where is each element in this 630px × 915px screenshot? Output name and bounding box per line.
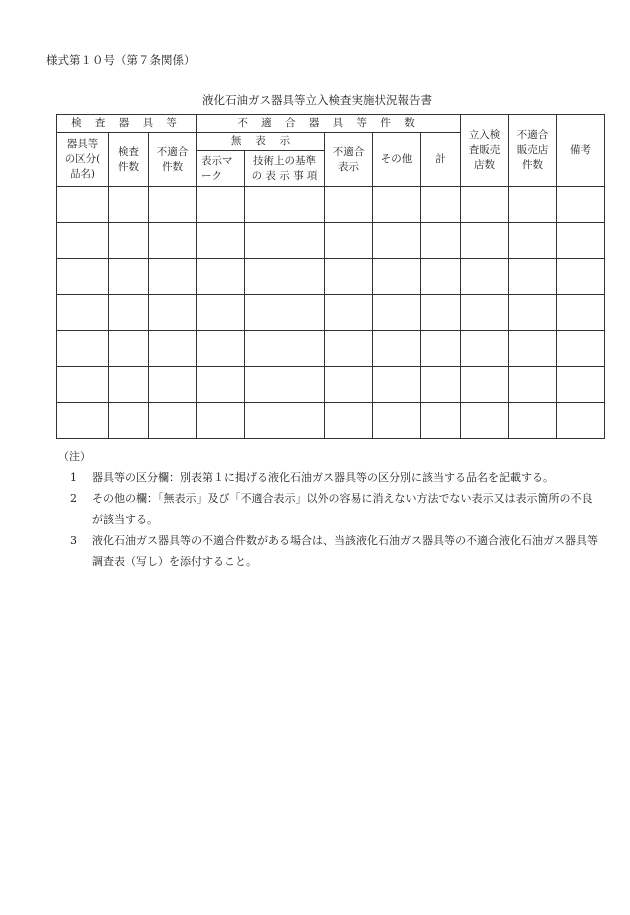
table-cell[interactable]	[57, 259, 109, 295]
table-cell[interactable]	[509, 367, 557, 403]
table-row	[57, 187, 605, 223]
table-cell[interactable]	[421, 223, 461, 259]
table-cell[interactable]	[373, 187, 421, 223]
table-cell[interactable]	[461, 223, 509, 259]
header-nonconforming-stores: 不適合 販売店 件数	[509, 115, 557, 187]
notes-heading: （注）	[58, 450, 91, 463]
table-cell[interactable]	[245, 223, 325, 259]
table-cell[interactable]	[109, 367, 149, 403]
table-cell[interactable]	[57, 331, 109, 367]
table-cell[interactable]	[373, 223, 421, 259]
header-stores-inspected: 立入検 査販売 店数	[461, 115, 509, 187]
table-cell[interactable]	[149, 331, 197, 367]
note-text: 液化石油ガス器具等の不適合件数がある場合は、当該液化石油ガス器具等の不適合液化石油ガス器具等調査表（写し）を添付すること。	[92, 534, 598, 568]
table-cell[interactable]	[109, 295, 149, 331]
table-cell[interactable]	[421, 367, 461, 403]
table-cell[interactable]	[421, 295, 461, 331]
table-cell[interactable]	[149, 259, 197, 295]
header-remarks: 備考	[557, 115, 605, 187]
table-cell[interactable]	[461, 331, 509, 367]
table-row	[57, 259, 605, 295]
table-row	[57, 295, 605, 331]
note-number: 3	[70, 534, 77, 547]
table-cell[interactable]	[373, 367, 421, 403]
table-cell[interactable]	[557, 223, 605, 259]
table-cell[interactable]	[461, 259, 509, 295]
note-text: 器具等の区分欄：別表第１に掲げる液化石油ガス器具等の区分別に該当する品名を記載する。	[92, 471, 554, 484]
table-row	[57, 367, 605, 403]
table-cell[interactable]	[109, 187, 149, 223]
table-cell[interactable]	[373, 403, 421, 439]
table-cell[interactable]	[325, 223, 373, 259]
table-cell[interactable]	[245, 295, 325, 331]
table-cell[interactable]	[325, 367, 373, 403]
table-cell[interactable]	[461, 295, 509, 331]
document-title: 液化石油ガス器具等立入検査実施状況報告書	[202, 93, 432, 107]
table-cell[interactable]	[57, 295, 109, 331]
table-cell[interactable]	[245, 331, 325, 367]
table-cell[interactable]	[109, 331, 149, 367]
table-cell[interactable]	[557, 295, 605, 331]
table-cell[interactable]	[461, 367, 509, 403]
table-cell[interactable]	[509, 295, 557, 331]
table-cell[interactable]	[57, 367, 109, 403]
note-item	[58, 488, 598, 530]
header-total: 計	[421, 133, 461, 187]
table-cell[interactable]	[149, 295, 197, 331]
note-item	[58, 530, 598, 572]
table-cell[interactable]	[325, 187, 373, 223]
table-cell[interactable]	[509, 223, 557, 259]
table-cell[interactable]	[245, 403, 325, 439]
table-cell[interactable]	[373, 295, 421, 331]
table-cell[interactable]	[325, 331, 373, 367]
header-technical-standard: 技術上の基準 の 表 示 事 項	[245, 151, 325, 187]
table-cell[interactable]	[509, 403, 557, 439]
header-no-marking-group: 無 表 示	[197, 133, 325, 151]
table-cell[interactable]	[57, 403, 109, 439]
table-cell[interactable]	[245, 187, 325, 223]
table-cell[interactable]	[109, 223, 149, 259]
table-cell[interactable]	[245, 367, 325, 403]
table-cell[interactable]	[421, 403, 461, 439]
table-cell[interactable]	[57, 187, 109, 223]
header-improper-marking: 不適合 表示	[325, 133, 373, 187]
table-cell[interactable]	[557, 403, 605, 439]
header-inspected-group: 検 査 器 具 等	[57, 115, 197, 133]
table-cell[interactable]	[421, 259, 461, 295]
table-cell[interactable]	[325, 403, 373, 439]
table-cell[interactable]	[149, 187, 197, 223]
table-cell[interactable]	[557, 367, 605, 403]
table-row	[57, 331, 605, 367]
table-cell[interactable]	[325, 295, 373, 331]
table-cell[interactable]	[109, 259, 149, 295]
table-cell[interactable]	[197, 367, 245, 403]
header-other: その他	[373, 133, 421, 187]
table-cell[interactable]	[57, 223, 109, 259]
table-cell[interactable]	[325, 259, 373, 295]
header-nonconforming-group: 不 適 合 器 具 等 件 数	[197, 115, 461, 133]
table-cell[interactable]	[245, 259, 325, 295]
table-cell[interactable]	[421, 331, 461, 367]
table-cell[interactable]	[461, 187, 509, 223]
table-cell[interactable]	[109, 403, 149, 439]
table-cell[interactable]	[149, 223, 197, 259]
table-cell[interactable]	[557, 259, 605, 295]
header-inspected-count: 検査 件数	[109, 133, 149, 187]
table-cell[interactable]	[373, 259, 421, 295]
table-cell[interactable]	[509, 331, 557, 367]
form-number: 様式第１０号（第７条関係）	[46, 53, 196, 67]
note-number: 2	[70, 492, 77, 505]
table-row	[57, 223, 605, 259]
notes-section	[58, 446, 598, 572]
table-cell[interactable]	[197, 187, 245, 223]
table-cell[interactable]	[197, 259, 245, 295]
table-cell[interactable]	[461, 403, 509, 439]
table-cell[interactable]	[149, 367, 197, 403]
note-item	[58, 467, 598, 488]
table-cell[interactable]	[197, 403, 245, 439]
note-text: その他の欄：「無表示」及び「不適合表示」以外の容易に消えない方法でない表示又は表示箇所の不良が該当する。	[92, 492, 593, 526]
table-cell[interactable]	[373, 331, 421, 367]
table-cell[interactable]	[509, 259, 557, 295]
note-number: 1	[70, 471, 77, 484]
header-nonconforming-count: 不適合 件数	[149, 133, 197, 187]
table-cell[interactable]	[421, 187, 461, 223]
header-category: 器具等 の区分( 品名)	[57, 133, 109, 187]
table-cell[interactable]	[149, 403, 197, 439]
table-row	[57, 403, 605, 439]
report-table	[56, 114, 605, 439]
table-cell[interactable]	[557, 331, 605, 367]
table-cell[interactable]	[197, 223, 245, 259]
table-cell[interactable]	[197, 331, 245, 367]
table-cell[interactable]	[197, 295, 245, 331]
table-cell[interactable]	[557, 187, 605, 223]
table-cell[interactable]	[509, 187, 557, 223]
header-marking: 表示マ ーク	[197, 151, 245, 187]
